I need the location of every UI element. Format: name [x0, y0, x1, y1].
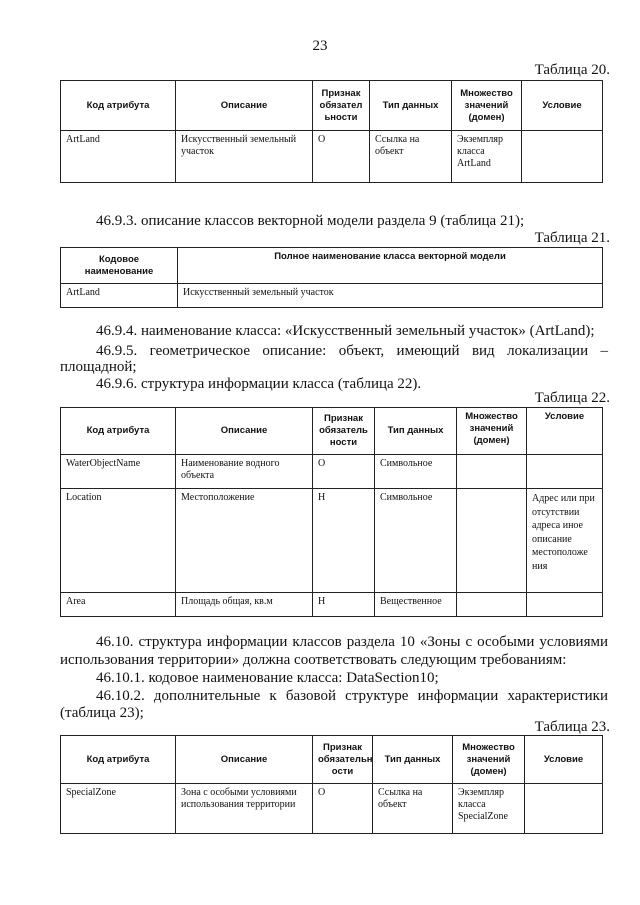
table-23-caption: Таблица 23. [534, 719, 610, 735]
table-header-cell: Код атрибута [61, 408, 176, 455]
table-cell: WaterObjectName [61, 455, 176, 489]
paragraph-46-9-6: 46.9.6. структура информации класса (таблица 22). [96, 376, 422, 392]
table-cell [527, 593, 603, 617]
table-header-cell: Кодовое наименование [61, 248, 178, 284]
table-cell: Экземпляр класса SpecialZone [453, 784, 525, 834]
table-22 [60, 407, 603, 617]
table-header-cell: Признак обязатель ности [313, 408, 375, 455]
table-cell: Искусственный земельный участок [178, 284, 603, 308]
table-header-cell: Множество значений (домен) [457, 408, 527, 455]
page-number: 23 [312, 38, 328, 54]
table-cell: SpecialZone [61, 784, 176, 834]
table-row [61, 131, 603, 183]
table-row [61, 784, 603, 834]
table-header-cell: Описание [176, 736, 313, 784]
paragraph-46-10-1: 46.10.1. кодовое наименование класса: DataSection10; [96, 670, 439, 686]
table-cell: Символьное [375, 455, 457, 489]
table-21-caption: Таблица 21. [534, 230, 610, 246]
table-cell: Адрес или при отсутствии адреса иное описание местоположе ния [527, 489, 603, 593]
paragraph-46-10: 46.10. структура информации классов раздела 10 «Зоны с особыми условиями [96, 634, 608, 650]
paragraph-46-9-5-cont: площадной; [60, 359, 137, 375]
paragraph-46-10-2-cont: (таблица 23); [60, 705, 144, 721]
table-20 [60, 80, 603, 183]
table-cell: Вещественное [375, 593, 457, 617]
table-cell: ArtLand [61, 284, 178, 308]
paragraph-46-9-3: 46.9.3. описание классов векторной модели раздела 9 (таблица 21); [96, 213, 525, 229]
table-21 [60, 247, 603, 308]
table-cell: Location [61, 489, 176, 593]
table-cell [525, 784, 603, 834]
table-row [61, 489, 603, 593]
table-cell: Наименование водного объекта [176, 455, 313, 489]
table-header-cell: Условие [525, 736, 603, 784]
table-cell [522, 131, 603, 183]
table-header-cell: Описание [176, 81, 313, 131]
table-23 [60, 735, 603, 834]
table-header-cell: Тип данных [375, 408, 457, 455]
table-cell [457, 455, 527, 489]
table-cell: Зона с особыми условиями использования территории [176, 784, 313, 834]
table-cell: Символьное [375, 489, 457, 593]
table-row [61, 455, 603, 489]
table-cell: Экземпляр класса ArtLand [452, 131, 522, 183]
table-cell: О [313, 455, 375, 489]
table-header-cell: Описание [176, 408, 313, 455]
paragraph-46-9-4: 46.9.4. наименование класса: «Искусственный земельный участок» (ArtLand); [96, 323, 595, 339]
table-header-cell: Множество значений (домен) [452, 81, 522, 131]
table-header-cell: Условие [522, 81, 603, 131]
table-header-cell: Тип данных [373, 736, 453, 784]
table-cell [457, 593, 527, 617]
table-cell: О [313, 131, 370, 183]
table-cell [527, 455, 603, 489]
table-header-cell: Полное наименование класса векторной модели [178, 248, 603, 284]
table-cell: Area [61, 593, 176, 617]
table-row [61, 593, 603, 617]
table-22-caption: Таблица 22. [534, 390, 610, 406]
table-header-cell: Признак обязательн ости [313, 736, 373, 784]
table-header-cell: Тип данных [370, 81, 452, 131]
table-header-cell: Код атрибута [61, 736, 176, 784]
table-cell: Ссылка на объект [370, 131, 452, 183]
table-cell: Местоположение [176, 489, 313, 593]
table-row [61, 284, 603, 308]
table-cell [457, 489, 527, 593]
table-header-cell: Множество значений (домен) [453, 736, 525, 784]
table-cell: О [313, 784, 373, 834]
table-cell: Искусственный земельный участок [176, 131, 313, 183]
paragraph-46-10-2: 46.10.2. дополнительные к базовой структуре информации характеристики [96, 688, 608, 704]
table-cell: Площадь общая, кв.м [176, 593, 313, 617]
table-cell: Н [313, 489, 375, 593]
table-header-cell: Условие [527, 408, 603, 455]
paragraph-46-10-cont: использования территории» должна соответствовать следующим требованиям: [60, 652, 567, 668]
table-cell: ArtLand [61, 131, 176, 183]
table-header-cell: Признак обязател ьности [313, 81, 370, 131]
table-cell: Н [313, 593, 375, 617]
table-cell: Ссылка на объект [373, 784, 453, 834]
table-header-cell: Код атрибута [61, 81, 176, 131]
paragraph-46-9-5: 46.9.5. геометрическое описание: объект, имеющий вид локализации – [96, 343, 608, 359]
table-20-caption: Таблица 20. [534, 62, 610, 78]
